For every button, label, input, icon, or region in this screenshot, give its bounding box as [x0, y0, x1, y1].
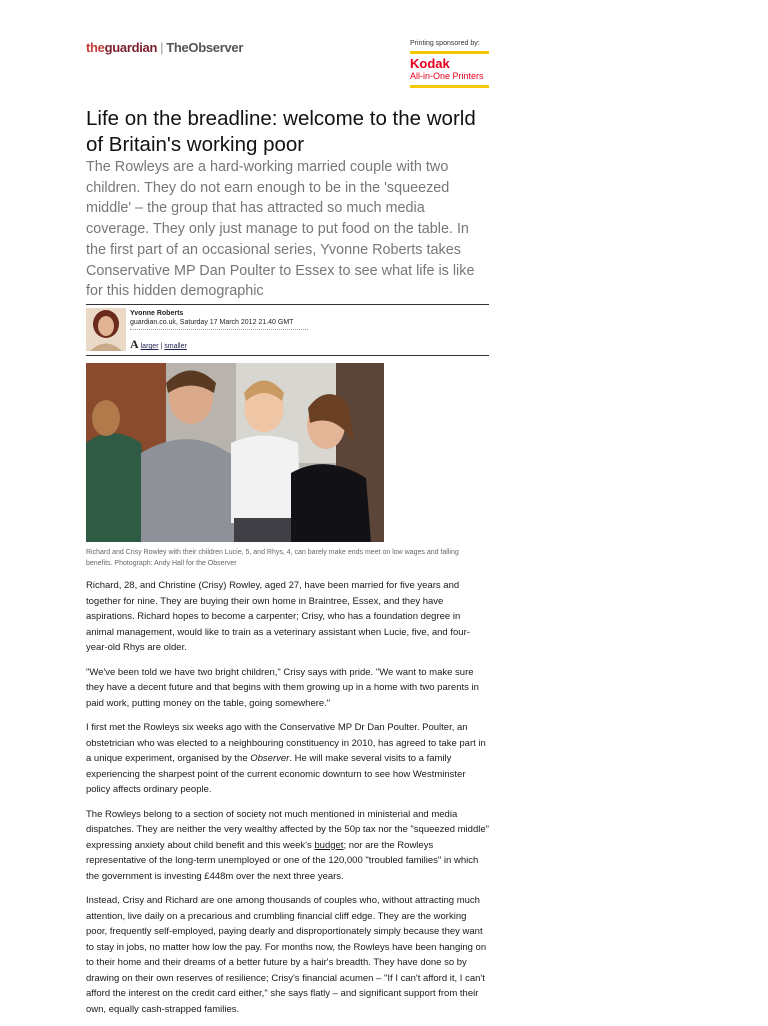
sponsor-label: Printing sponsored by: [410, 40, 480, 47]
article-headline: Life on the breadline: welcome to the world of Britain's working poor [86, 107, 476, 156]
body-paragraph [86, 720, 489, 798]
sponsor-top-bar [410, 51, 489, 54]
budget-link[interactable]: budget [314, 839, 344, 851]
author-name[interactable]: Yvonne Roberts [130, 310, 184, 317]
masthead-guardian: guardian [104, 40, 158, 55]
text-size-icon: A [130, 337, 139, 351]
larger-text-link[interactable]: larger [140, 343, 159, 350]
smaller-text-link[interactable]: smaller [164, 343, 187, 350]
sponsor-block [410, 40, 489, 88]
article-photo [86, 363, 384, 542]
publication-name: Observer [250, 753, 290, 764]
byline-divider [130, 329, 308, 330]
author-avatar [86, 308, 126, 351]
publish-date: guardian.co.uk, Saturday 17 March 2012 21.40 GMT [130, 319, 294, 326]
masthead-observer: TheObserver [166, 40, 244, 55]
masthead-separator: | [160, 40, 164, 55]
masthead-logo[interactable] [86, 40, 243, 55]
photo-caption: Richard and Crisy Rowley with their children Lucie, 5, and Rhys, 4, can barely make ends meet on low wages and falling benefits. Photograph: Andy Hall for the Observer [86, 549, 459, 567]
masthead-the: the [86, 40, 105, 55]
text-size-divider: | [160, 343, 163, 350]
paragraph-text: ; nor are the Rowleys representative of the long-term unemployed or one of the 120,000 "troubled families" in which the government is investing £448m over the next three years. [86, 839, 479, 882]
text-size-controls [130, 337, 187, 352]
body-paragraph: Richard, 28, and Christine (Crisy) Rowley, aged 27, have been married for five years and together for nine. They are buying their own home in Braintree, Essex, and they have aspirations. Richard hopes to become a carpenter; Crisy, who has a foundation degree in animal management, would like to train as a veterinary assistant when Lucie, five, and four-year-old Rhys are older. [86, 580, 470, 653]
body-paragraph: Instead, Crisy and Richard are one among thousands of couples who, without attracting much attention, live daily on a precarious and crumbling financial cliff edge. They are the working poor, frequently self-employed, paying dearly and disproportionately simply because they want to stay in jobs, no matter how low the pay. For months now, the Rowleys have been hanging on to their home and their dreams of a better future by a hair's breadth. They have done so by drawing on their own reserves of resilience; Crisy's financial acumen – "If I can't afford it, I can't afford the interest on the credit card either," she says flatly – and significant support from their own, equally cash-strapped families. [86, 895, 487, 1015]
byline-box [86, 304, 489, 356]
paragraph-text: I first met the Rowleys six weeks ago with the Conservative MP Dr Dan Poulter. Poulter, an obstetrician who was elected to a neighbouring constituency in 2010, has agreed to take part in a unique experiment, organised by the [86, 722, 486, 764]
sponsor-logo[interactable]: Kodak [410, 56, 450, 71]
body-paragraph [86, 807, 489, 885]
body-paragraph: "We've been told we have two bright children," Crisy says with pride. "We want to make sure they have a decent future and that begins with them growing up in a home with two parents in paid work, putting money on the table, going somewhere." [86, 666, 479, 709]
sponsor-tagline: All-in-One Printers [410, 71, 484, 81]
sponsor-bottom-bar [410, 85, 489, 88]
paragraph-text: The Rowleys belong to a section of society not much mentioned in ministerial and media dispatches. They are neither the very wealthy affected by the 50p tax nor the "squeezed middle" expressing anxiety about child benefit and this week's [86, 808, 489, 851]
byline-text [130, 309, 308, 330]
article-body [86, 578, 489, 1026]
paragraph-text: . He will make several visits to a family experiencing the sharpest point of the current economic downturn to see how Westminster policy affects ordinary people. [86, 753, 466, 795]
article-standfirst: The Rowleys are a hard-working married couple with two children. They do not earn enough to be in the 'squeezed middle' – the group that has attracted so much media coverage. They only just manage to put food on the table. In the first part of an occasional series, Yvonne Roberts takes Conservative MP Dan Poulter to Essex to see what life is like for this hidden demographic [86, 159, 475, 300]
